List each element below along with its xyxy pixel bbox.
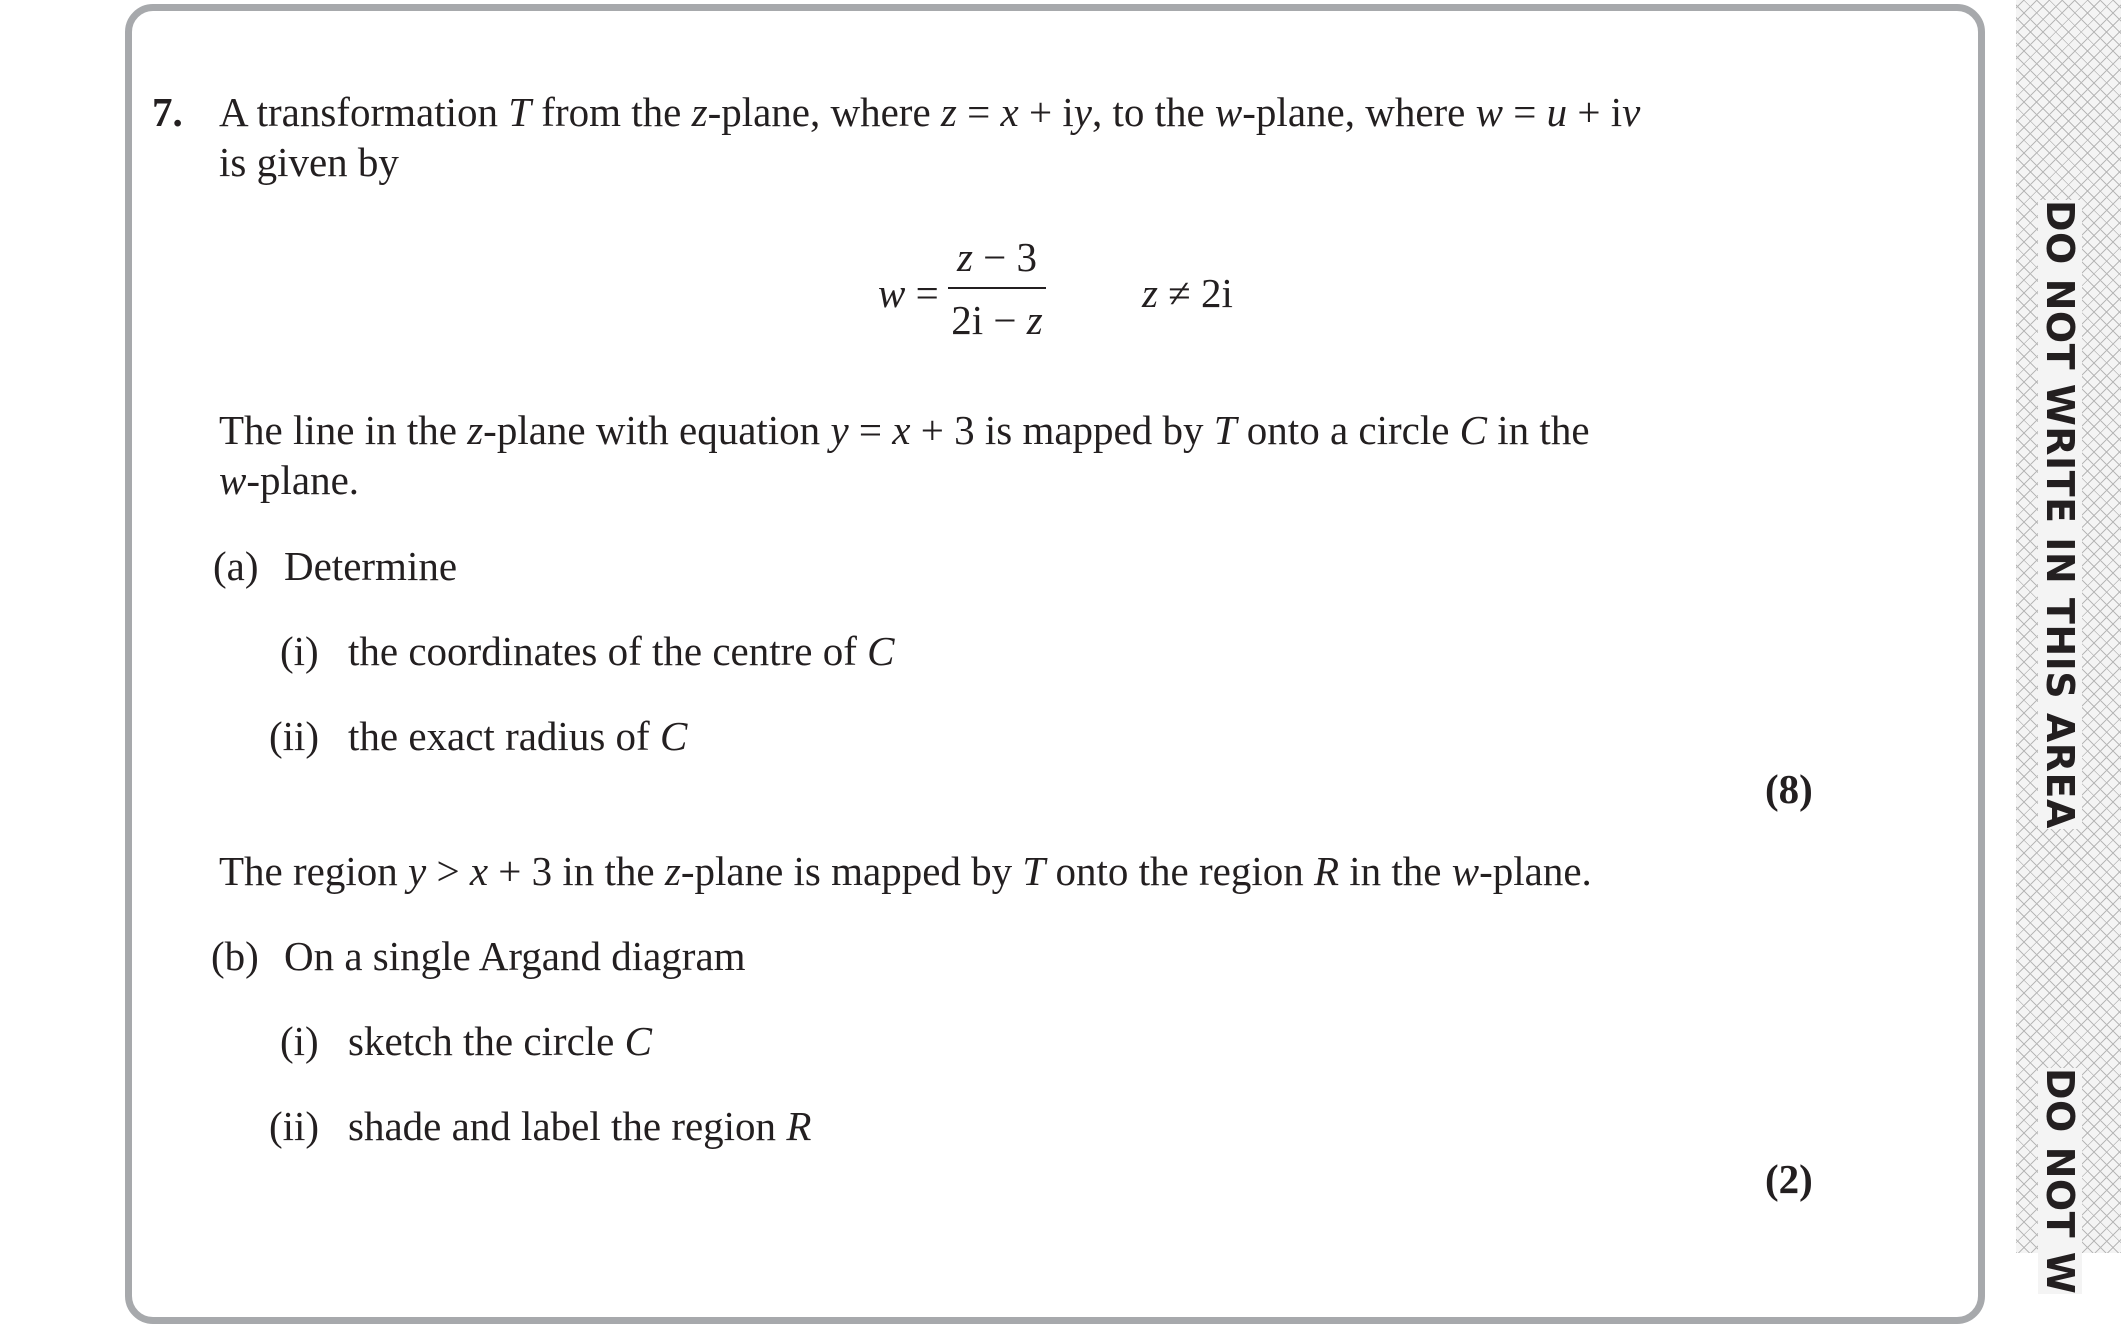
part-b-text: On a single Argand diagram — [284, 933, 746, 979]
part-b-label: (b) — [211, 933, 259, 979]
fraction-bar — [948, 287, 1046, 289]
intro-line-1: A transformation T from the z-plane, where z = x + iy, to the w-plane, where w = u + iv — [219, 89, 1641, 135]
part-a-marks: (8) — [1765, 766, 1813, 812]
question-number: 7. — [152, 89, 183, 135]
part-a-ii-text: the exact radius of C — [348, 713, 688, 759]
part-a-label: (a) — [213, 543, 259, 589]
part-a-text: Determine — [284, 543, 458, 589]
margin-warning-text-partial: DO NOT W — [2038, 1068, 2082, 1295]
part-b-marks: (2) — [1765, 1156, 1813, 1202]
formula-fraction — [948, 232, 1046, 345]
formula-numerator: z − 3 — [956, 234, 1038, 280]
part-a-i-label: (i) — [280, 628, 319, 674]
line-text-1: The line in the z-plane with equation y = x + 3 is mapped by T onto a circle C in the — [219, 407, 1590, 453]
line-text-2: w-plane. — [219, 457, 360, 503]
part-b-i-text: sketch the circle C — [348, 1018, 652, 1064]
part-b-ii-text: shade and label the region R — [348, 1103, 812, 1149]
margin-warning-text: DO NOT WRITE IN THIS AREA — [2038, 200, 2082, 829]
region-text: The region y > x + 3 in the z-plane is mapped by T onto the region R in the w-plane. — [219, 848, 1592, 894]
part-a-i-text: the coordinates of the centre of C — [348, 628, 895, 674]
part-b-ii-label: (ii) — [269, 1103, 320, 1149]
part-a-ii-label: (ii) — [269, 713, 320, 759]
formula-lhs: w = — [878, 270, 939, 316]
part-b-i-label: (i) — [280, 1018, 319, 1064]
intro-line-2: is given by — [219, 139, 399, 185]
formula-condition: z ≠ 2i — [1142, 270, 1233, 316]
formula-denominator: 2i − z — [951, 297, 1043, 343]
